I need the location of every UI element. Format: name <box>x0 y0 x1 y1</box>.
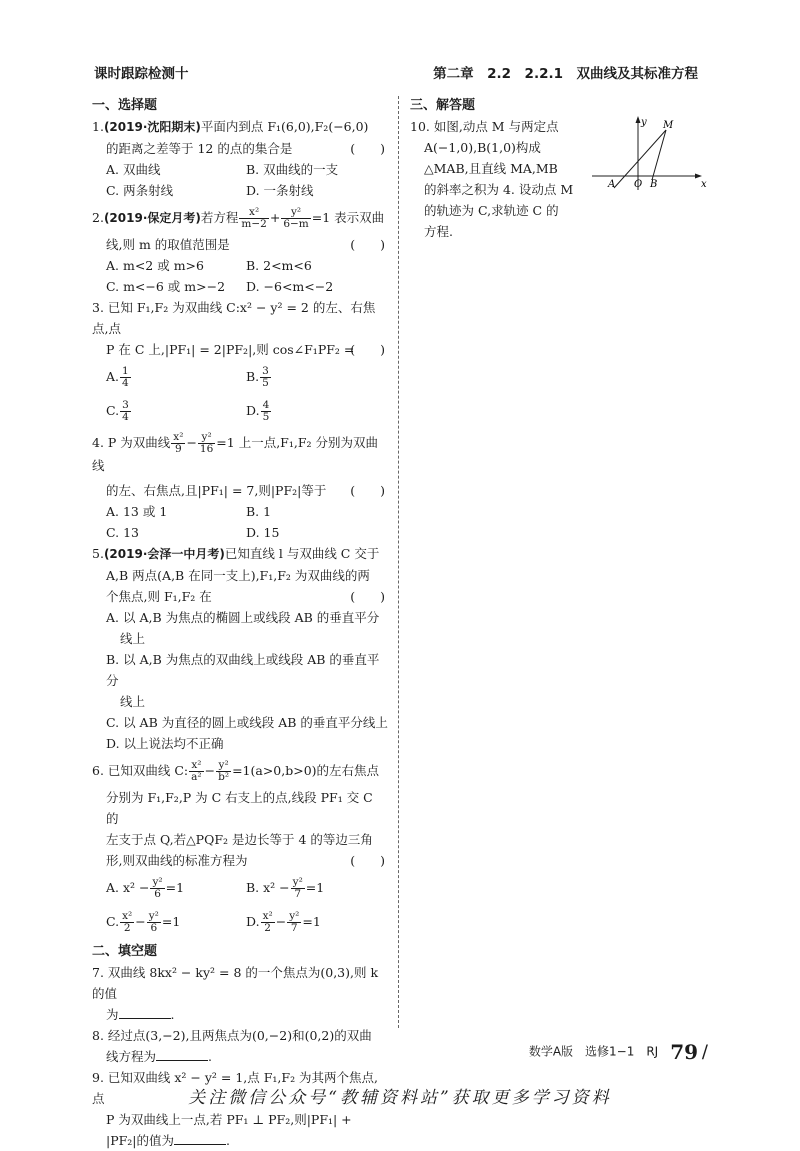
page-footer: 数学A版 选修1−1 RJ 79 / <box>528 1040 708 1064</box>
fraction: $\frac{\text{x²}}{\text{a²}}$ <box>191 759 202 783</box>
page-number: 79 <box>670 1040 699 1064</box>
option-b: B. $\frac{3}{5}$ <box>246 365 269 389</box>
y-axis-arrow <box>636 116 641 123</box>
source-tag: (2019·沈阳期末) <box>103 120 201 134</box>
question-1: 1.(2019·沈阳期末)平面内到点 F₁(6,0),F₂(−6,0) 的距离之差等于 12 的点的集合是 ( ) A. 双曲线 B. 双曲线的一支 C. 两条射线 D. 一条射线 <box>92 116 389 201</box>
option-c: C. 13 <box>106 525 139 540</box>
label-y: y <box>641 117 647 128</box>
option-c: C. $\frac{3}{4}$ <box>106 399 129 423</box>
answer-paren: ( ) <box>350 853 385 868</box>
option-b: B. 双曲线的一支 <box>246 162 339 177</box>
question-6: 6. 已知双曲线 C: $\frac{\text{x²}}{\text{a²}}$ − $\frac{\text{y²}}{\text{b²}}$ =1(a>0,b>0)的左右焦点 分别为 F₁,F₂,P 为 C 右支上的点,线段 PF₁ 交 C 的 左支于点 Q,若△PQF₂ 是边长等于 4 的等边三角 形,则双曲线的标准方程为 ( ) A. x² − $\frac{\text{y²}}{6}$ =1 B. x² − $\frac{\text{y²}}{7}$ =1 C. $\frac{\text{x²}}{2}$ − $\frac{\text{y²}}{6}$ =1 D. $\frac{\text{x²}}{2}$ − $\frac{\text{y²}}{7}$ =1 <box>92 760 389 939</box>
answer-paren: ( ) <box>350 589 385 604</box>
option-a: A. 双曲线 <box>106 162 161 177</box>
section-answer: 三、解答题 <box>410 98 476 113</box>
section-choice: 一、选择题 <box>92 98 158 113</box>
left-column <box>92 95 389 1151</box>
label-b: B <box>650 179 658 190</box>
option-c: C. $\frac{\text{x²}}{2}$ − $\frac{\text{y²}}{6}$ =1 <box>106 910 181 934</box>
header-right: 第二章 2.2 2.2.1 双曲线及其标准方程 <box>433 66 698 82</box>
option-d: D. $\frac{\text{x²}}{2}$ − $\frac{\text{y²}}{7}$ =1 <box>246 910 321 934</box>
option-a: A. x² − $\frac{\text{y²}}{6}$ =1 <box>106 876 185 900</box>
bottom-note: 关注微信公众号“教辅资料站”获取更多学习资料 <box>188 1088 612 1108</box>
question-8: 8. 经过点(3,−2),且两焦点为(0,−2)和(0,2)的双曲 线方程为 . <box>92 1028 372 1064</box>
coordinate-figure <box>590 112 710 192</box>
answer-blank <box>119 1018 171 1019</box>
option-c: C. 两条射线 <box>106 183 174 198</box>
column-divider <box>398 96 399 1028</box>
answer-paren: ( ) <box>350 483 385 498</box>
option-d: D. −6<m<−2 <box>246 279 334 294</box>
footer-label: 数学A版 选修1−1 RJ <box>528 1044 659 1059</box>
source-tag: (2019·保定月考) <box>103 211 201 225</box>
label-x: x <box>701 179 707 190</box>
option-a: A. 以 A,B 为焦点的椭圆上或线段 AB 的垂直平分 <box>106 610 380 625</box>
option-d: D. 一条射线 <box>246 183 314 198</box>
label-a: A <box>608 179 616 190</box>
answer-paren: ( ) <box>350 237 385 252</box>
option-b: B. x² − $\frac{\text{y²}}{7}$ =1 <box>246 876 325 900</box>
option-d: D. 以上说法均不正确 <box>106 736 224 751</box>
fraction: $\frac{\text{y²}}{\text{b²}}$ <box>218 759 230 783</box>
option-a: A. m<2 或 m>6 <box>106 258 204 273</box>
section-fill: 二、填空题 <box>92 944 158 959</box>
fraction: $\frac{\text{x²}}{m-2}$ <box>241 206 267 230</box>
option-a: A. 13 或 1 <box>106 504 168 519</box>
fraction: $\frac{\text{y²}}{6-m}$ <box>283 206 309 230</box>
answer-paren: ( ) <box>350 141 385 156</box>
question-4: 4. P 为双曲线 $\frac{\text{x²}}{9}$ − $\frac{\text{y²}}{16}$ =1 上一点,F₁,F₂ 分别为双曲线 的左、右焦点,且|PF₁| = 7,则|PF₂|等于 ( ) A. 13 或 1 B. 1 C. 13 D. 15 <box>92 432 389 543</box>
question-5: 5.(2019·会泽一中月考)已知直线 l 与双曲线 C 交于 A,B 两点(A,B 在同一支上),F₁,F₂ 为双曲线的两 个焦点,则 F₁,F₂ 在 ( ) A. 以 A,B 为焦点的椭圆上或线段 AB 的垂直平分 线上 B. 以 A,B 为焦点的双曲线上或线段 AB 的垂直平分 线上 C. 以 AB 为直径的圆上或线段 AB 的垂直平分线上 D. 以上说法均不正确 <box>92 543 389 754</box>
option-b: B. 以 A,B 为焦点的双曲线上或线段 AB 的垂直平分 <box>106 652 380 688</box>
question-2: 2.(2019·保定月考)若方程 $\frac{\text{x²}}{m-2}$ + $\frac{\text{y²}}{6-m}$ =1 表示双曲 线,则 m 的取值范围是 ( ) A. m<2 或 m>6 B. 2<m<6 C. m<−6 或 m>−2 D. −6<m<−2 <box>92 207 389 297</box>
label-m: M <box>663 120 674 131</box>
source-tag: (2019·会泽一中月考) <box>103 547 225 561</box>
fraction: $\frac{\text{x²}}{9}$ <box>173 431 184 455</box>
option-d: D. 15 <box>246 525 280 540</box>
option-c: C. 以 AB 为直径的圆上或线段 AB 的垂直平分线上 <box>106 715 388 730</box>
question-10: 10. 如图,动点 M 与两定点 A(−1,0),B(1,0)构成 △MAB,且直线 MA,MB 的斜率之积为 4. 设动点 M 的轨迹为 C,求轨迹 C 的 方程. <box>410 119 574 239</box>
question-9: 9. 已知双曲线 x² − y² = 1,点 F₁,F₂ 为其两个焦点,点 P 为双曲线上一点,若 PF₁ ⊥ PF₂,则|PF₁| + |PF₂|的值为 . <box>92 1070 379 1148</box>
option-d: D. $\frac{4}{5}$ <box>246 399 270 423</box>
option-b: B. 2<m<6 <box>246 258 312 273</box>
option-b: B. 1 <box>246 504 272 519</box>
option-a: A. $\frac{1}{4}$ <box>106 365 129 389</box>
label-o: O <box>634 179 643 190</box>
answer-blank <box>174 1144 226 1145</box>
answer-paren: ( ) <box>350 342 385 357</box>
fraction: $\frac{\text{y²}}{16}$ <box>199 431 214 455</box>
x-axis-arrow <box>695 174 702 179</box>
question-7: 7. 双曲线 8kx² − ky² = 8 的一个焦点为(0,3),则 k 的值 为 . <box>92 965 379 1022</box>
answer-blank <box>156 1060 208 1061</box>
question-3: 3. 已知 F₁,F₂ 为双曲线 C:x² − y² = 2 的左、右焦点,点 P 在 C 上,|PF₁| = 2|PF₂|,则 cos∠F₁PF₂ = ( ) A. $\frac{1}{4}$ B. $\frac{3}{5}$ C. $\frac{3}{4}$ D. $\frac{4}{5}$ <box>92 297 389 428</box>
option-c: C. m<−6 或 m>−2 <box>106 279 226 294</box>
header-left: 课时跟踪检测十 <box>94 66 189 82</box>
